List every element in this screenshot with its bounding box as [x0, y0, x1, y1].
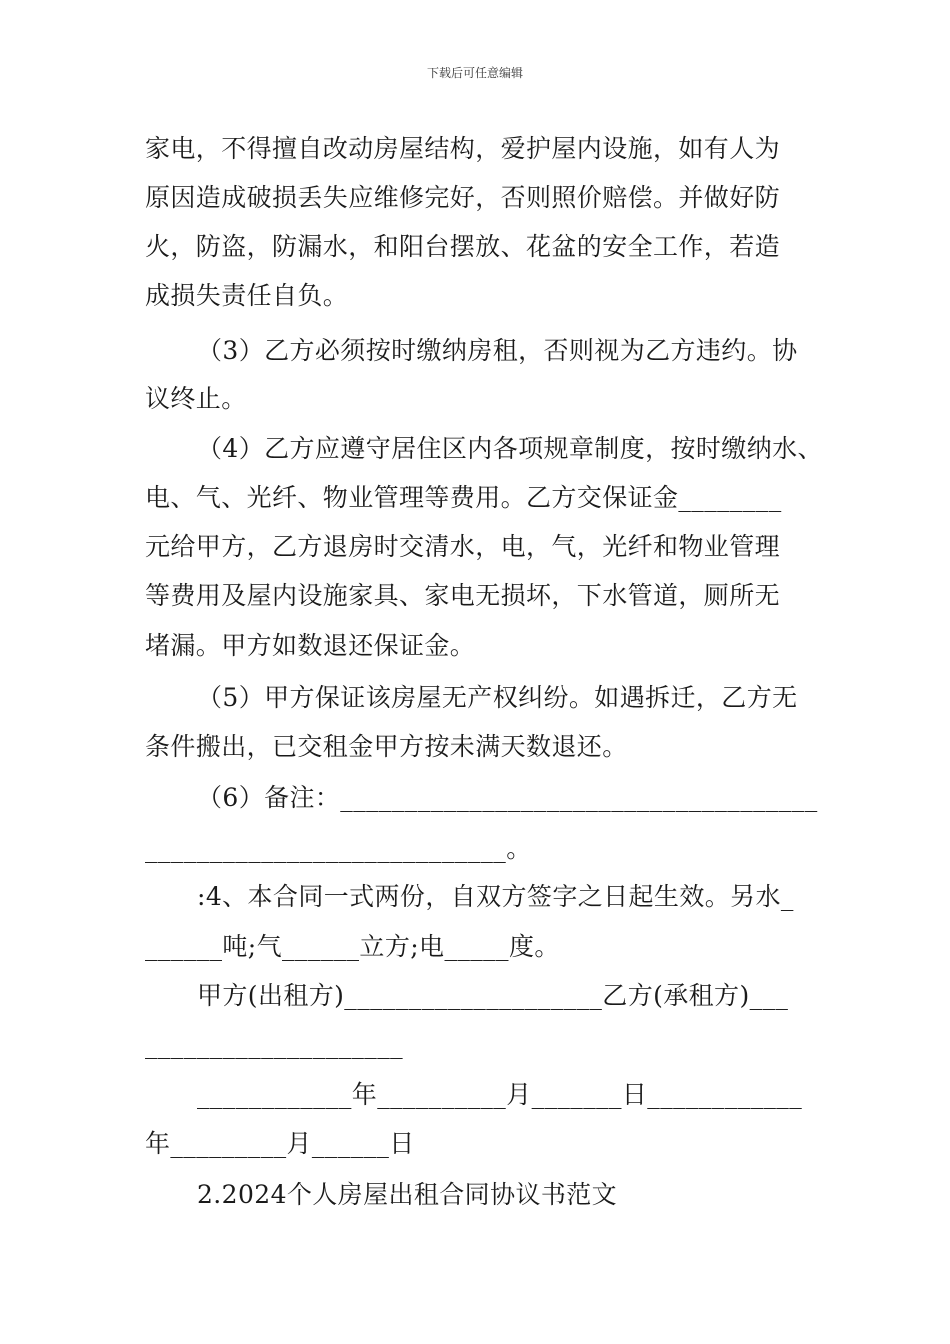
- clause-4: （4）乙方应遵守居住区内各项规章制度，按时缴纳水、: [197, 434, 823, 463]
- clause-4-copies: :4、本合同一式两份，自双方签字之日起生效。另水_: [197, 882, 794, 911]
- text-line: ____________________________。: [145, 834, 532, 863]
- text-line: 成损失责任自负。: [145, 281, 349, 310]
- page-header: 下载后可任意编辑: [426, 66, 523, 80]
- text-line: 等费用及屋内设施家具、家电无损坏，下水管道，厕所无: [145, 581, 781, 610]
- text-line: 议终止。: [145, 384, 247, 413]
- text-line: 火，防盗，防漏水，和阳台摆放、花盆的安全工作，若造: [145, 232, 781, 261]
- clause-5: （5）甲方保证该房屋无产权纠纷。如遇拆迁，乙方无: [197, 683, 798, 712]
- date-line: ____________年__________月_______日____________: [197, 1080, 803, 1109]
- section-title: 2.2024个人房屋出租合同协议书范文: [197, 1180, 618, 1209]
- text-line: 元给甲方，乙方退房时交清水，电，气，光纤和物业管理: [145, 532, 781, 561]
- text-line: 原因造成破损丢失应维修完好，否则照价赔偿。并做好防: [145, 183, 781, 212]
- date-line: 年_________月______日: [145, 1129, 415, 1158]
- text-line: 电、气、光纤、物业管理等费用。乙方交保证金________: [145, 483, 782, 512]
- text-line: 堵漏。甲方如数退还保证金。: [145, 631, 476, 660]
- text-line: 家电，不得擅自改动房屋结构，爱护屋内设施，如有人为: [145, 134, 781, 163]
- text-line: 条件搬出，已交租金甲方按未满天数退还。: [145, 732, 628, 761]
- clause-6-remarks: （6）备注：_____________________________________: [197, 783, 818, 812]
- clause-3: （3）乙方必须按时缴纳房租，否则视为乙方违约。协: [197, 336, 798, 365]
- text-line: ______吨;气______立方;电_____度。: [145, 932, 560, 961]
- text-line: ____________________: [145, 1030, 403, 1059]
- signature-line: 甲方(出租方)____________________乙方(承租方)___: [197, 981, 789, 1010]
